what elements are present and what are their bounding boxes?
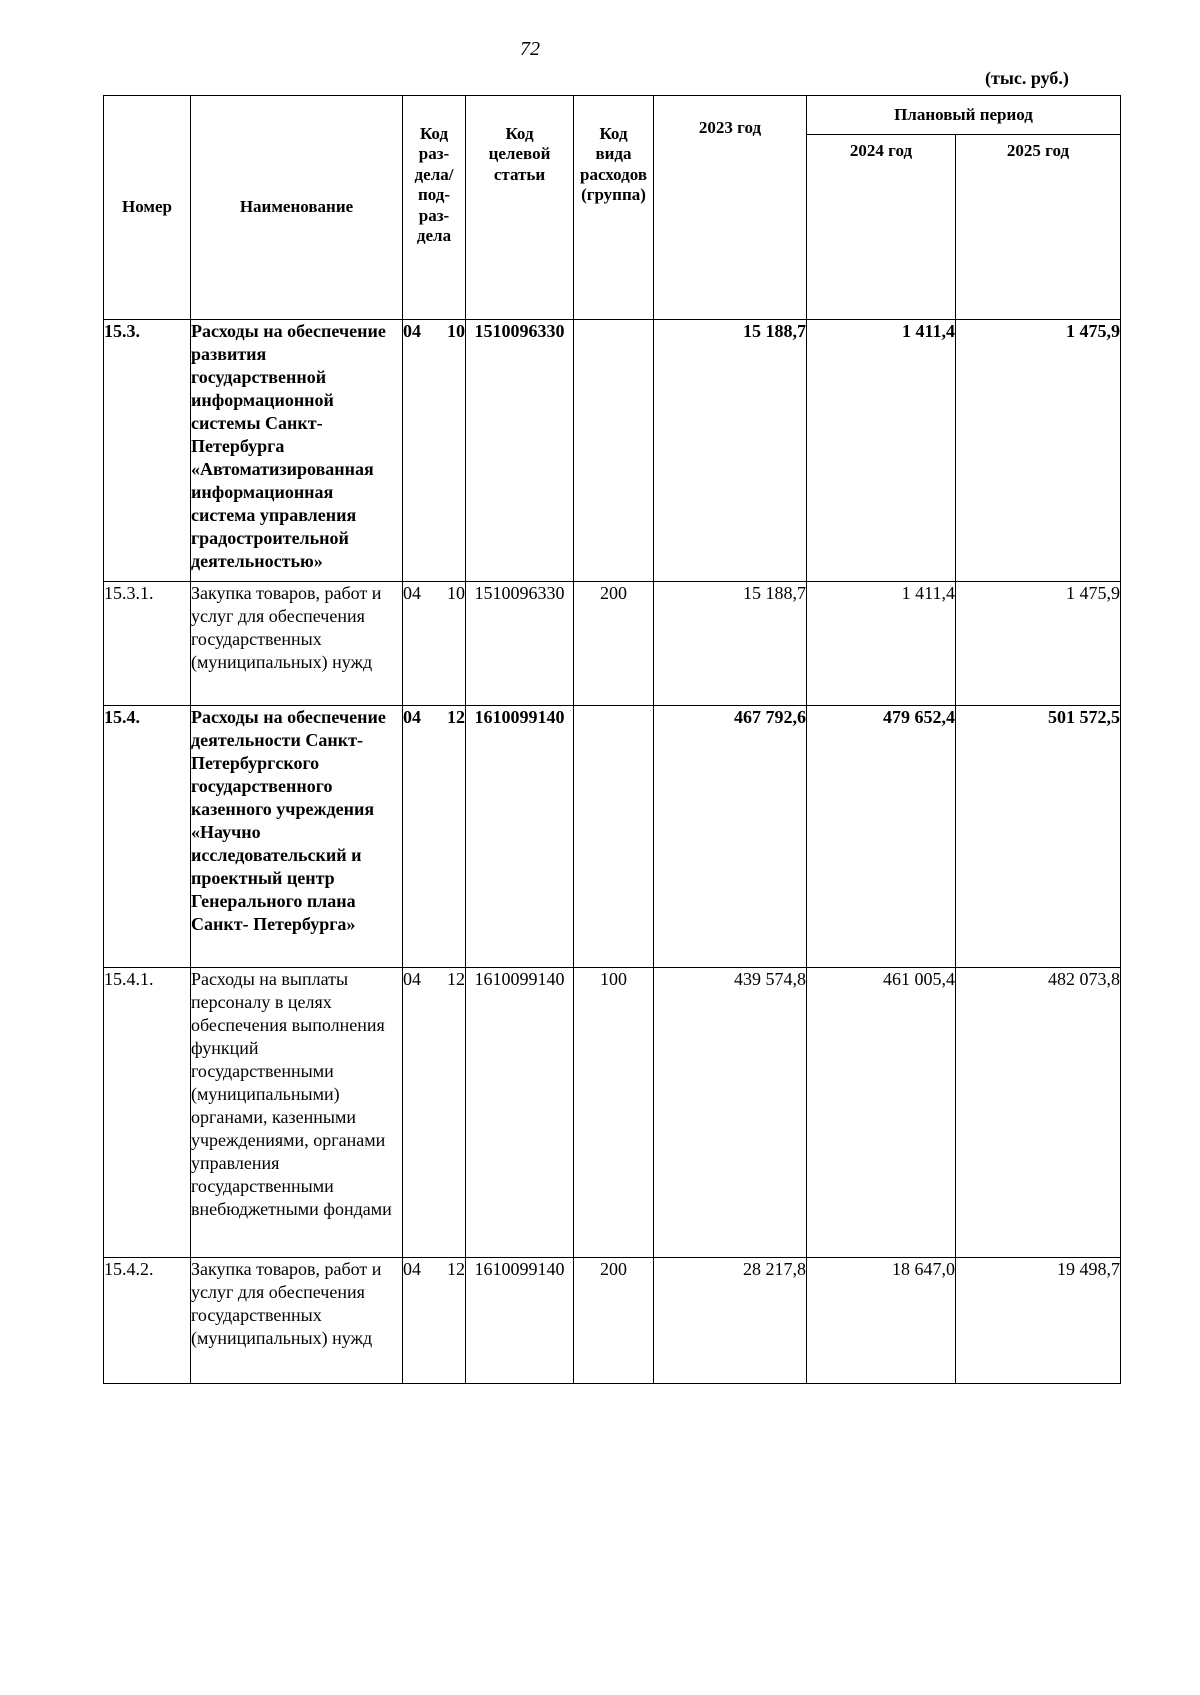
row-target-code: 1510096330 — [466, 320, 574, 582]
subsection-code: 10 — [447, 321, 465, 341]
row-expense-type — [574, 320, 654, 582]
section-code-pair — [403, 582, 465, 605]
table-body — [104, 320, 1121, 1384]
row-amount-2023: 28 217,8 — [654, 1258, 807, 1384]
section-code-pair — [403, 320, 465, 343]
row-amount-2024: 1 411,4 — [807, 320, 956, 582]
units-label: (тыс. руб.) — [985, 68, 1069, 88]
row-section-code — [403, 706, 466, 968]
budget-table — [103, 95, 1121, 1384]
subsection-code: 12 — [447, 707, 465, 727]
row-amount-2024: 479 652,4 — [807, 706, 956, 968]
row-amount-2025: 19 498,7 — [956, 1258, 1121, 1384]
row-number: 15.3.1. — [104, 582, 191, 706]
row-number: 15.3. — [104, 320, 191, 582]
header-section-code — [403, 96, 466, 320]
row-name: Расходы на обеспечение развития государственной информационной системы Санкт-Петербурга «Автоматизированная информационная система управления градостроительной деятельностью» — [191, 320, 403, 582]
header-number: Номер — [104, 96, 191, 320]
row-amount-2025: 482 073,8 — [956, 968, 1121, 1258]
row-target-code: 1610099140 — [466, 706, 574, 968]
row-section-code — [403, 968, 466, 1258]
row-section-code — [403, 1258, 466, 1384]
row-section-code — [403, 582, 466, 706]
row-amount-2023: 15 188,7 — [654, 320, 807, 582]
row-name: Закупка товаров, работ и услуг для обеспечения государственных (муниципальных) нужд — [191, 582, 403, 706]
section-code: 04 — [403, 321, 421, 341]
table-row — [104, 582, 1121, 706]
header-section-code-text: Код раз- дела/ под- раз- дела — [414, 124, 454, 245]
header-year-2025: 2025 год — [956, 135, 1121, 320]
row-number: 15.4.1. — [104, 968, 191, 1258]
row-expense-type: 200 — [574, 1258, 654, 1384]
row-expense-type: 200 — [574, 582, 654, 706]
section-code-pair — [403, 1258, 465, 1281]
row-expense-type — [574, 706, 654, 968]
row-amount-2023: 467 792,6 — [654, 706, 807, 968]
header-year-2023: 2023 год — [654, 96, 807, 320]
page-number: 72 — [520, 38, 540, 60]
row-amount-2025: 1 475,9 — [956, 320, 1121, 582]
table-row — [104, 706, 1121, 968]
row-amount-2023: 439 574,8 — [654, 968, 807, 1258]
header-expense-type — [574, 96, 654, 320]
table-row — [104, 1258, 1121, 1384]
row-section-code — [403, 320, 466, 582]
row-expense-type: 100 — [574, 968, 654, 1258]
row-target-code: 1610099140 — [466, 1258, 574, 1384]
header-row — [104, 96, 1121, 135]
header-expense-type-text: Код вида расходов (группа) — [580, 124, 647, 205]
section-code: 04 — [403, 583, 421, 603]
row-number: 15.4. — [104, 706, 191, 968]
section-code-pair — [403, 706, 465, 729]
row-name: Закупка товаров, работ и услуг для обеспечения государственных (муниципальных) нужд — [191, 1258, 403, 1384]
table-row — [104, 320, 1121, 582]
header-year-2024: 2024 год — [807, 135, 956, 320]
section-code: 04 — [403, 969, 421, 989]
table-row — [104, 968, 1121, 1258]
subsection-code: 12 — [447, 1259, 465, 1279]
row-target-code: 1610099140 — [466, 968, 574, 1258]
section-code: 04 — [403, 1259, 421, 1279]
row-amount-2024: 461 005,4 — [807, 968, 956, 1258]
row-amount-2025: 1 475,9 — [956, 582, 1121, 706]
header-name: Наименование — [191, 96, 403, 320]
subsection-code: 10 — [447, 583, 465, 603]
row-amount-2024: 18 647,0 — [807, 1258, 956, 1384]
row-number: 15.4.2. — [104, 1258, 191, 1384]
row-name: Расходы на выплаты персоналу в целях обеспечения выполнения функций государственными (муниципальными) органами, казенными учреждениями, органами управления государственными внебюджетными фондами — [191, 968, 403, 1258]
subsection-code: 12 — [447, 969, 465, 989]
row-target-code: 1510096330 — [466, 582, 574, 706]
header-planned-period: Плановый период — [807, 96, 1121, 135]
header-target-code — [466, 96, 574, 320]
row-amount-2023: 15 188,7 — [654, 582, 807, 706]
section-code-pair — [403, 968, 465, 991]
row-amount-2025: 501 572,5 — [956, 706, 1121, 968]
header-target-code-text: Код целевой статьи — [488, 124, 551, 184]
row-name: Расходы на обеспечение деятельности Санкт-Петербургского государственного казенного учреждения «Научно исследовательский и проектный центр Генерального плана Санкт- Петербурга» — [191, 706, 403, 968]
section-code: 04 — [403, 707, 421, 727]
row-amount-2024: 1 411,4 — [807, 582, 956, 706]
